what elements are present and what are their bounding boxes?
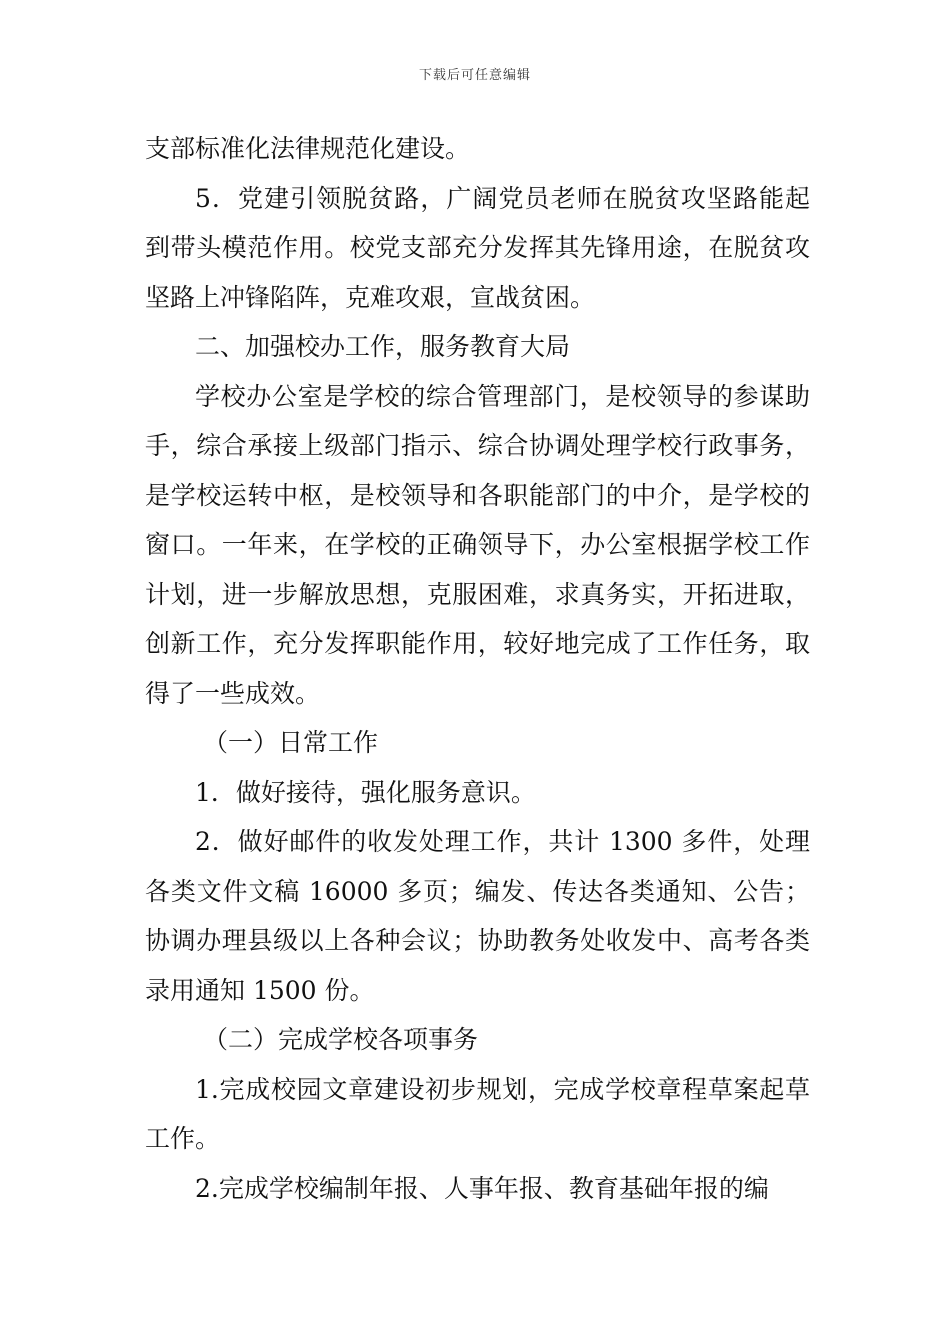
paragraph-task-2: 2.完成学校编制年报、人事年报、教育基础年报的编 [195, 1173, 769, 1203]
page-header: 下载后可任意编辑 [418, 68, 531, 83]
subsection-heading-2: （二）完成学校各项事务 [203, 1025, 479, 1054]
paragraph-item-5: 5．党建引领脱贫路，广阔党员老师在脱贫攻坚路能起到带头模范作用。校党支部充分发挥其先锋用途，在脱贫攻坚路上冲锋陷阵，克难攻艰，宣战贫困。 [145, 183, 810, 312]
paragraph-item-1: 1．做好接待，强化服务意识。 [195, 777, 536, 807]
paragraph-office-intro: 学校办公室是学校的综合管理部门，是校领导的参谋助手，综合承接上级部门指示、综合协调处理学校行政事务，是学校运转中枢，是校领导和各职能部门的中介，是学校的窗口。一年来，在学校的正确领导下，办公室根据学校工作计划，进一步解放思想，克服困难，求真务实，开拓进取，创新工作，充分发挥职能作用，较好地完成了工作任务，取得了一些成效。 [145, 381, 810, 708]
paragraph-item-2: 2．做好邮件的收发处理工作，共计 1300 多件，处理各类文件文稿 16000 多页；编发、传达各类通知、公告；协调办理县级以上各种会议；协助教务处收发中、高考各类录用通知 1500 份。 [145, 827, 810, 1005]
section-heading-2: 二、加强校办工作，服务教育大局 [195, 332, 571, 361]
paragraph-continuation: 支部标准化法律规范化建设。 [145, 134, 471, 163]
paragraph-task-1: 1.完成校园文章建设初步规划，完成学校章程草案起草工作。 [145, 1074, 810, 1153]
document-body [145, 124, 810, 1213]
subsection-heading-1: （一）日常工作 [203, 728, 379, 757]
